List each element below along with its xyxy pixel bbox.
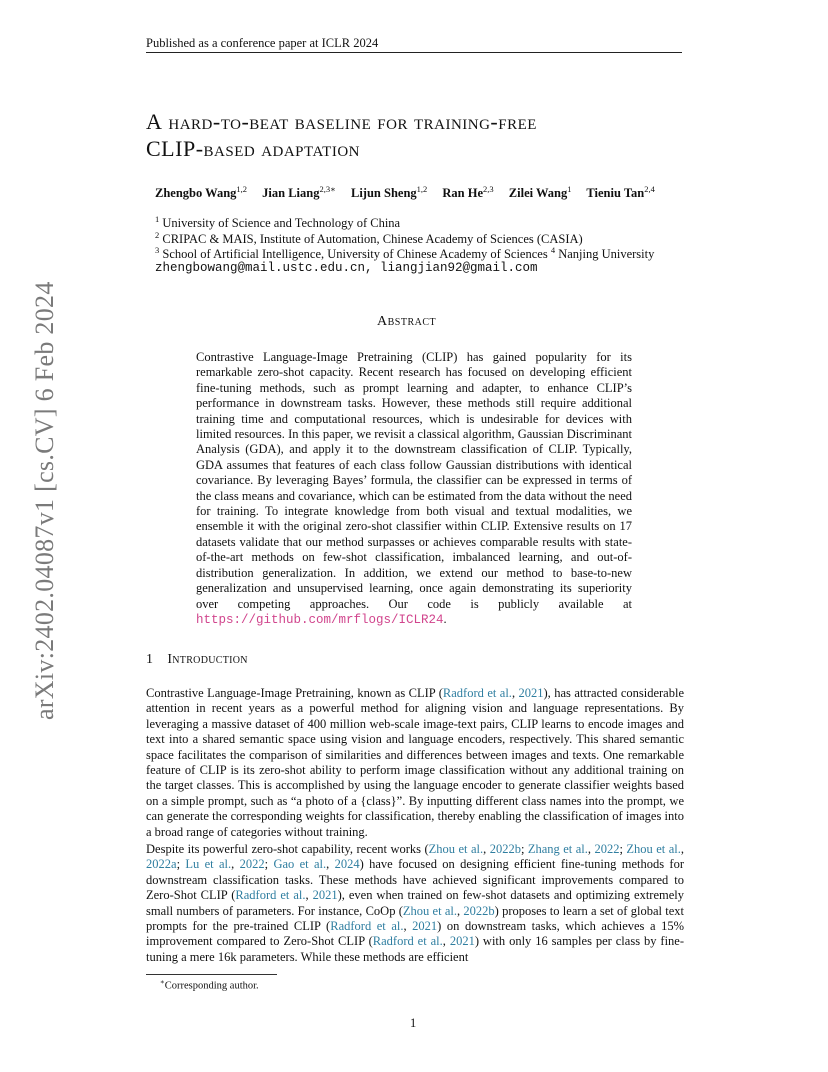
intro-paragraph-1: Contrastive Language-Image Pretraining, known as CLIP (Radford et al., 2021), has attracted considerable attention in recent years as a powerful method for aligning vision and language representations. By leveraging a massive dataset of 400 million web-scale image-text pairs, CLIP learns to encode images and text into a shared semantic space using vision and language encoders, respectively. This shared semantic space facilitates the comparison of similarities and differences between images and texts. One remarkable feature of CLIP is its zero-shot ability to perform image classification without any additional training on the target classes. This is accomplished by using the language encoder to generate classifier weights based on a simple prompt, such as “a photo of a {class}”. By inputting different class names into the prompt, we can generate the corresponding weights for classification, thereby enabling the classification of images into a broad range of categories without training. [146, 686, 685, 839]
citation-link[interactable]: Zhou et al. [428, 842, 484, 856]
footnote-rule [146, 974, 277, 975]
affiliation-1: $^1$ University of Science and Technology of China [155, 214, 401, 231]
author: Zhengbo Wang$^{1,2}$ [155, 184, 248, 201]
citation-link[interactable]: 2022 [594, 842, 620, 856]
running-header: Published as a conference paper at ICLR 2024 [146, 36, 379, 50]
affiliation-2: $^2$ CRIPAC & MAIS, Institute of Automation, Chinese Academy of Sciences (CASIA) [155, 230, 583, 247]
citation-link[interactable]: 2021 [412, 919, 438, 934]
page-number: 1 [410, 1016, 417, 1030]
citation-link[interactable]: Gao et al. [273, 857, 327, 872]
affiliation-3-4: $^3$ School of Artificial Intelligence, University of Chinese Academy of Sciences $^4$ Nanjing University [155, 245, 655, 262]
section-heading-introduction: 1 Introduction [146, 652, 248, 667]
citation-link[interactable]: Radford et al. [330, 919, 404, 934]
abstract-body: Contrastive Language-Image Pretraining (CLIP) has gained popularity for its remarkable zero-shot capacity. Recent research has focused on developing efficient fine-tuning methods, such as prompt learning and adapter, to enhance CLIP’s performance in downstream tasks. However, these methods still require additional training time and computational resources, which is undesirable for devices with limited resources. In this paper, we revisit a classical algorithm, Gaussian Discriminant Analysis (GDA), and apply it to the downstream classification of CLIP. Typically, GDA assumes that features of each class follow Gaussian distributions with identical covariance. By leveraging Bayes’ formula, the classifier can be expressed in terms of the class means and covariance, which can be estimated from the data without the need for training. To integrate knowledge from both visual and textual modalities, we ensemble it with the original zero-shot classifier within CLIP. Extensive results on 17 datasets validate that our method surpasses or achieves comparable results with state-of-the-art methods on few-shot classification, imbalanced learning, and out-of-distribution generalization. In addition, we extend our method to base-to-new generalization and unsupervised learning, once again demonstrating its superiority over competing approaches. Our code is publicly available at https://github.com/mrflogs/ICLR24. [196, 350, 632, 627]
author-list [155, 184, 667, 201]
citation-link[interactable]: Zhou et al. [402, 903, 457, 918]
code-link[interactable]: https://github.com/mrflogs/ICLR24 [196, 612, 444, 627]
citation-link[interactable]: 2022b [489, 842, 521, 856]
arxiv-identifier-stamp[interactable]: arXiv:2402.04087v1 [cs.CV] 6 Feb 2024 [30, 281, 59, 720]
paper-title [146, 108, 706, 162]
author: Ran He$^{2,3}$ [442, 184, 494, 201]
citation-link[interactable]: 2024 [334, 857, 360, 872]
citation-link[interactable]: Radford et al. [442, 686, 512, 700]
author-emails: zhengbowang@mail.ustc.edu.cn, liangjian92@gmail.com [155, 261, 538, 275]
citation-link[interactable]: 2021 [518, 686, 544, 700]
citation-link[interactable]: Radford et al. [372, 934, 443, 949]
citation-link[interactable]: 2021 [449, 934, 475, 949]
author: Jian Liang$^{2,3∗}$ [262, 184, 336, 201]
citation-link[interactable]: Lu et al. [185, 857, 232, 872]
citation-link[interactable]: Zhou et al. [626, 842, 681, 856]
intro-paragraph-2: Despite its powerful zero-shot capability, recent works (Zhou et al., 2022b; Zhang et al., 2022; Zhou et al., 2022a; Lu et al., 2022; Gao et al., 2024) have focused on designing efficient fine-tuning methods for downstream classification tasks. These methods have achieved significant improvements compared to Zero-Shot CLIP (Radford et al., 2021), even when trained on few-shot datasets and optimizing extremely small numbers of parameters. For instance, CoOp (Zhou et al., 2022b) proposes to learn a set of global text prompts for the pre-trained CLIP (Radford et al., 2021) on downstream tasks, which achieves a 15% improvement compared to Zero-Shot CLIP (Radford et al., 2021) with only 16 samples per class by fine-tuning a mere 16k parameters. While these methods are efficient [146, 842, 685, 964]
header-rule [146, 52, 682, 53]
author: Tieniu Tan$^{2,4}$ [586, 184, 655, 201]
citation-link[interactable]: 2022a [146, 857, 177, 872]
author: Lijun Sheng$^{1,2}$ [351, 184, 428, 201]
abstract-heading: Abstract [377, 314, 437, 329]
title-line-2: CLIP-based adaptation [146, 136, 360, 161]
title-line-1: A hard-to-beat baseline for training-free [146, 109, 537, 134]
author: Zilei Wang$^1$ [508, 184, 572, 201]
citation-link[interactable]: 2022b [463, 903, 495, 918]
footnote: ∗Corresponding author. [160, 978, 259, 992]
citation-link[interactable]: Radford et al. [235, 888, 306, 903]
citation-link[interactable]: Zhang et al. [527, 842, 588, 856]
citation-link[interactable]: 2022 [239, 857, 265, 872]
citation-link[interactable]: 2021 [312, 888, 338, 903]
